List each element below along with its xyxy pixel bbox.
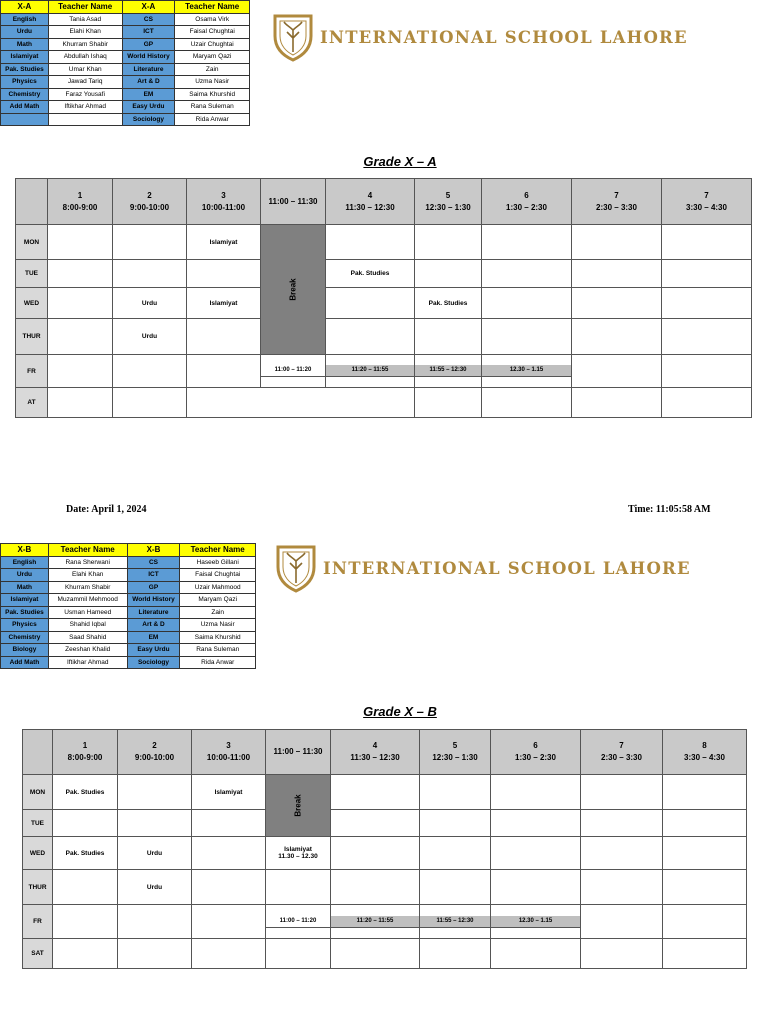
class-cell: Urdu [113,319,187,355]
teacher-cell: Uzair Chughtai [175,38,250,51]
teacher-cell: Rana Sherwani [48,556,127,569]
teacher-cell: Haseeb Gillani [180,556,256,569]
shield-icon [275,543,317,593]
period-header: 7 2:30 – 3:30 [581,730,663,775]
day-label: WED [23,837,53,870]
subject-cell: Literature [127,606,180,619]
subject-cell [1,113,49,126]
period-header: 7 3:30 – 4:30 [662,179,752,225]
subject-cell: ICT [127,569,180,582]
period-header: 2 9:00-10:00 [118,730,192,775]
friday-slot: 12.30 – 1.15 [482,355,572,388]
class-cell: Islamiyat [187,288,261,319]
day-label: AT [16,388,48,418]
break-period-header: 11:00 – 11:30 [266,730,331,775]
teacher-cell: Faisal Chughtai [180,569,256,582]
class-cell: Pak. Studies [53,775,118,810]
teacher-cell: Muzammil Mehmood [48,594,127,607]
header-teacher: Teacher Name [175,1,250,14]
subject-cell: Physics [1,619,49,632]
teacher-cell: Osama Virk [175,13,250,26]
teacher-cell: Umar Khan [48,63,122,76]
teacher-cell: Rida Anwar [180,656,256,669]
day-label: TUE [23,810,53,837]
period-header: 1 8:00-9:00 [48,179,113,225]
period-header: 5 12:30 – 1:30 [420,730,491,775]
period-header: 4 11:30 – 12:30 [326,179,415,225]
day-label: WED [16,288,48,319]
school-logo [272,12,688,62]
subject-cell: Literature [122,63,175,76]
subject-cell: Add Math [1,101,49,114]
teacher-cell: Rida Anwar [175,113,250,126]
subject-cell: GP [122,38,175,51]
period-header: 5 12:30 – 1:30 [415,179,482,225]
subject-cell: English [1,556,49,569]
timetable-a [15,178,752,418]
break-period-header: 11:00 – 11:30 [261,179,326,225]
subject-cell: Urdu [1,569,49,582]
teacher-cell: Maryam Qazi [180,594,256,607]
corner-cell [16,179,48,225]
school-name: INTERNATIONAL SCHOOL LAHORE [320,27,688,47]
break-cell: Break [261,225,326,355]
class-cell: Pak. Studies [326,260,415,288]
teacher-cell: Elahi Khan [48,26,122,39]
subject-cell: EM [122,88,175,101]
teacher-cell: Rana Suleman [175,101,250,114]
grade-title-a: Grade X – A [363,154,437,169]
teacher-cell: Faisal Chughtai [175,26,250,39]
subject-cell: EM [127,631,180,644]
day-label: SAT [23,939,53,969]
teacher-cell: Zain [175,63,250,76]
date-label: Date: April 1, 2024 [66,504,147,515]
subject-cell: Easy Urdu [122,101,175,114]
teacher-table-b [0,543,256,669]
class-cell: Urdu [118,837,192,870]
subject-cell: World History [122,51,175,64]
subject-cell: Math [1,581,49,594]
day-label: TUE [16,260,48,288]
teacher-cell [48,113,122,126]
timetable-b [22,729,747,969]
friday-slot: 11:20 – 11:55 [331,905,420,939]
time-label: Time: 11:05:58 AM [628,504,711,515]
header-teacher: Teacher Name [48,544,127,557]
day-label: THUR [23,870,53,905]
teacher-cell: Uzair Mahmood [180,581,256,594]
period-header: 3 10:00-11:00 [192,730,266,775]
teacher-cell: Abdullah Ishaq [48,51,122,64]
period-header: 2 9:00-10:00 [113,179,187,225]
header-teacher: Teacher Name [180,544,256,557]
day-label: FR [16,355,48,388]
class-cell: Urdu [118,870,192,905]
subject-cell: Add Math [1,656,49,669]
teacher-cell: Elahi Khan [48,569,127,582]
friday-slot: 11:00 – 11:20 [261,355,326,388]
teacher-cell: Saima Khurshid [175,88,250,101]
friday-slot: 12.30 – 1.15 [491,905,581,939]
teacher-cell: Usman Hameed [48,606,127,619]
day-label: THUR [16,319,48,355]
class-cell: Pak. Studies [53,837,118,870]
subject-cell: Islamiyat [1,594,49,607]
teacher-cell: Rana Suleman [180,644,256,657]
class-cell: Islamiyat [192,775,266,810]
header-class: X-B [127,544,180,557]
class-cell: Islamiyat 11.30 – 12.30 [266,837,331,870]
header-class: X-B [1,544,49,557]
teacher-cell: Jawad Tariq [48,76,122,89]
teacher-cell: Saad Shahid [48,631,127,644]
subject-cell: Sociology [122,113,175,126]
subject-cell: Biology [1,644,49,657]
teacher-cell: Khurram Shabir [48,581,127,594]
period-header: 1 8:00-9:00 [53,730,118,775]
school-logo [275,543,691,593]
shield-icon [272,12,314,62]
friday-slot: 11:00 – 11:20 [266,905,331,939]
subject-cell: CS [127,556,180,569]
subject-cell: Urdu [1,26,49,39]
teacher-cell: Iftikhar Ahmad [48,101,122,114]
period-header: 6 1:30 – 2:30 [482,179,572,225]
teacher-cell: Uzma Nasir [180,619,256,632]
teacher-cell: Zain [180,606,256,619]
header-teacher: Teacher Name [48,1,122,14]
class-cell: Urdu [113,288,187,319]
subject-cell: Chemistry [1,631,49,644]
teacher-cell: Shahid Iqbal [48,619,127,632]
grade-title-b: Grade X – B [363,704,437,719]
subject-cell: Pak. Studies [1,606,49,619]
header-class: X-A [1,1,49,14]
teacher-cell: Uzma Nasir [175,76,250,89]
day-label: FR [23,905,53,939]
teacher-cell: Faraz Yousafi [48,88,122,101]
friday-slot: 11:55 – 12:30 [420,905,491,939]
period-header: 6 1:30 – 2:30 [491,730,581,775]
subject-cell: CS [122,13,175,26]
subject-cell: English [1,13,49,26]
subject-cell: Physics [1,76,49,89]
corner-cell [23,730,53,775]
class-cell: Pak. Studies [415,288,482,319]
period-header: 8 3:30 – 4:30 [663,730,747,775]
break-cell: Break [266,775,331,837]
subject-cell: Art & D [122,76,175,89]
subject-cell: Islamiyat [1,51,49,64]
period-header: 4 11:30 – 12:30 [331,730,420,775]
teacher-cell: Zeeshan Khalid [48,644,127,657]
teacher-cell: Iftikhar Ahmad [48,656,127,669]
teacher-cell: Maryam Qazi [175,51,250,64]
period-header: 3 10:00-11:00 [187,179,261,225]
day-label: MON [23,775,53,810]
teacher-cell: Tania Asad [48,13,122,26]
subject-cell: Sociology [127,656,180,669]
subject-cell: Chemistry [1,88,49,101]
subject-cell: ICT [122,26,175,39]
teacher-table-a [0,0,250,126]
subject-cell: Art & D [127,619,180,632]
header-class: X-A [122,1,175,14]
school-name: INTERNATIONAL SCHOOL LAHORE [323,558,691,578]
subject-cell: Pak. Studies [1,63,49,76]
teacher-cell: Khurram Shabir [48,38,122,51]
subject-cell: Math [1,38,49,51]
friday-slot: 11:55 – 12:30 [415,355,482,388]
day-label: MON [16,225,48,260]
friday-slot: 11:20 – 11:55 [326,355,415,388]
subject-cell: World History [127,594,180,607]
period-header: 7 2:30 – 3:30 [572,179,662,225]
subject-cell: Easy Urdu [127,644,180,657]
class-cell: Islamiyat [187,225,261,260]
teacher-cell: Saima Khurshid [180,631,256,644]
subject-cell: GP [127,581,180,594]
